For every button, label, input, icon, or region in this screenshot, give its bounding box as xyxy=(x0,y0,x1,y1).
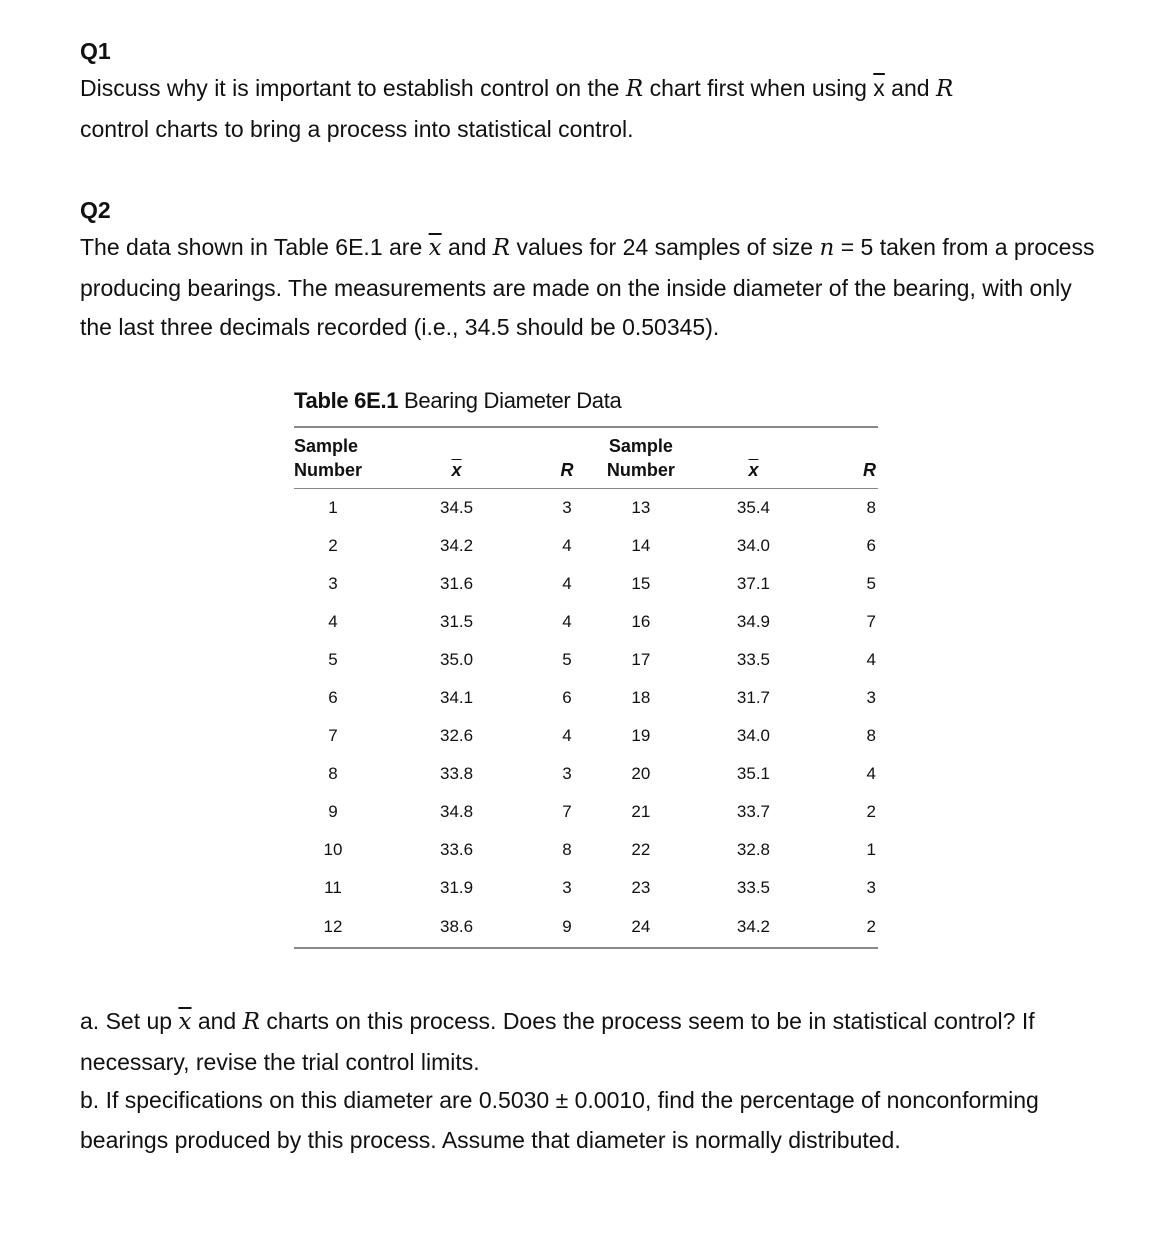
q2-text-part: The data shown in Table 6E.1 are xyxy=(80,234,429,260)
cell-r-value-2: 2 xyxy=(866,802,876,821)
q1-text-part: control charts to bring a process into statistical control. xyxy=(80,115,634,142)
table-row xyxy=(294,603,878,641)
cell-sample-number-2: 17 xyxy=(631,650,651,669)
q1-text-part: Discuss why it is important to establish control on the xyxy=(80,75,626,101)
header-text: Number xyxy=(606,460,675,480)
table-row xyxy=(294,869,878,907)
cell-xbar-value: 34.8 xyxy=(440,802,474,821)
cell-xbar-value: 33.8 xyxy=(440,764,474,783)
cell-xbar-value: 31.6 xyxy=(440,574,474,593)
cell-sample-number: 4 xyxy=(328,612,338,631)
q2-text-part: = 5 taken from a process producing bearings. The measurements are made on the inside diameter of the bearing, with only the last three decimals recorded (i.e., 34.5 should be 0.50345). xyxy=(80,234,1095,340)
cell-xbar-value-2: 33.7 xyxy=(736,802,771,821)
cell-sample-number-2: 21 xyxy=(631,802,651,821)
cell-xbar-value-2: 34.2 xyxy=(689,907,818,948)
header-text: Sample xyxy=(608,436,673,456)
cell-r-value: 6 xyxy=(562,688,572,707)
q2-text xyxy=(80,228,1100,348)
q1-text xyxy=(80,69,1100,149)
cell-sample-number: 8 xyxy=(328,764,338,783)
cell-r-value-2: 3 xyxy=(866,878,876,897)
var-r: R xyxy=(625,76,644,102)
cell-r-value: 8 xyxy=(562,840,572,859)
cell-r-value: 4 xyxy=(562,612,572,631)
cell-xbar-value: 34.5 xyxy=(440,498,474,517)
cell-sample-number: 3 xyxy=(328,574,338,593)
var-n: n xyxy=(819,235,835,261)
header-text: R xyxy=(863,460,876,480)
header-text: Sample xyxy=(294,436,359,456)
header-sample-number-2 xyxy=(593,427,689,489)
cell-xbar-value-2: 33.5 xyxy=(736,878,771,897)
table-row xyxy=(294,717,878,755)
q2-title: Q2 xyxy=(80,197,111,223)
part-a-text-part: charts on this process. Does the process seem to be in statistical control? If necessary, revise the trial control limits. xyxy=(80,1008,1035,1075)
header-xbar xyxy=(372,427,541,489)
cell-sample-number-2: 22 xyxy=(631,840,651,859)
var-r: R xyxy=(242,1009,260,1035)
table-caption-label: Table 6E.1 xyxy=(294,388,399,413)
cell-sample-number-2: 24 xyxy=(593,907,689,948)
cell-xbar-value: 38.6 xyxy=(372,907,541,948)
table-row xyxy=(294,565,878,603)
q2-text-part: and xyxy=(441,234,493,260)
cell-xbar-value-2: 35.4 xyxy=(736,498,771,517)
cell-r-value: 4 xyxy=(562,574,572,593)
bearing-diameter-table xyxy=(294,426,878,949)
cell-sample-number: 9 xyxy=(328,802,338,821)
var-r: R xyxy=(492,235,511,261)
var-xbar: $\overline{x}$ xyxy=(873,75,885,101)
cell-r-value-2: 4 xyxy=(866,650,876,669)
cell-xbar-value-2: 34.9 xyxy=(736,612,771,631)
var-r: R xyxy=(935,76,954,102)
cell-sample-number: 6 xyxy=(328,688,338,707)
header-text: R xyxy=(560,460,574,480)
table-row xyxy=(294,527,878,565)
cell-xbar-value: 35.0 xyxy=(440,650,474,669)
q1-text-part: and xyxy=(884,75,936,101)
cell-r-value-2: 3 xyxy=(866,688,876,707)
header-sample-number xyxy=(294,427,372,489)
cell-sample-number: 2 xyxy=(328,536,338,555)
q2-text-part: values for 24 samples of size xyxy=(510,234,820,260)
header-text: $\overline{x}$ xyxy=(748,460,759,480)
cell-sample-number: 5 xyxy=(328,650,338,669)
cell-sample-number-2: 18 xyxy=(631,688,651,707)
cell-sample-number: 1 xyxy=(328,498,338,517)
cell-r-value: 9 xyxy=(541,907,593,948)
table-row xyxy=(294,641,878,679)
cell-r-value-2: 6 xyxy=(866,536,876,555)
table-caption xyxy=(294,388,878,414)
cell-r-value: 5 xyxy=(562,650,572,669)
cell-r-value-2: 8 xyxy=(866,498,876,517)
cell-sample-number-2: 20 xyxy=(631,764,651,783)
table-row xyxy=(294,831,878,869)
cell-xbar-value: 33.6 xyxy=(440,840,474,859)
header-r-2 xyxy=(818,427,878,489)
cell-sample-number-2: 13 xyxy=(631,498,651,517)
part-b-text: b. If specifications on this diameter are 0.5030 ± 0.0010, find the percentage of nonconforming bearings produced by this process. Assume that diameter is normally distributed. xyxy=(80,1087,1039,1153)
cell-r-value-2: 2 xyxy=(818,907,878,948)
var-xbar: $\overline{x}$ xyxy=(178,1009,192,1035)
cell-xbar-value: 32.6 xyxy=(440,726,474,745)
cell-r-value-2: 1 xyxy=(866,840,876,859)
cell-xbar-value-2: 34.0 xyxy=(736,726,771,745)
header-r xyxy=(541,427,593,489)
cell-sample-number: 7 xyxy=(328,726,338,745)
table-header-row xyxy=(294,427,878,489)
table-row xyxy=(294,793,878,831)
header-text: Number xyxy=(294,460,363,480)
cell-sample-number-2: 14 xyxy=(631,536,651,555)
table-row xyxy=(294,489,878,528)
table-row xyxy=(294,907,878,948)
cell-sample-number: 10 xyxy=(323,840,343,859)
cell-sample-number: 11 xyxy=(324,878,342,897)
cell-r-value: 7 xyxy=(562,802,572,821)
part-a-text-part: and xyxy=(191,1008,243,1034)
table-row xyxy=(294,755,878,793)
table-row xyxy=(294,679,878,717)
cell-sample-number-2: 23 xyxy=(631,878,651,897)
cell-xbar-value: 31.5 xyxy=(440,612,474,631)
cell-r-value-2: 8 xyxy=(866,726,876,745)
cell-xbar-value-2: 37.1 xyxy=(736,574,771,593)
var-xbar: $\overline{x}$ xyxy=(428,235,442,261)
cell-sample-number-2: 16 xyxy=(631,612,651,631)
cell-xbar-value: 31.9 xyxy=(440,878,474,897)
cell-r-value-2: 5 xyxy=(866,574,876,593)
part-a-text-part: a. Set up xyxy=(80,1008,179,1034)
cell-sample-number-2: 15 xyxy=(631,574,651,593)
cell-sample-number-2: 19 xyxy=(631,726,651,745)
cell-r-value-2: 7 xyxy=(866,612,876,631)
cell-r-value: 4 xyxy=(562,536,572,555)
cell-xbar-value-2: 33.5 xyxy=(736,650,771,669)
q1-title: Q1 xyxy=(80,38,111,64)
part-a-text xyxy=(80,1002,1100,1082)
bearing-table-container xyxy=(294,388,878,949)
cell-xbar-value-2: 31.7 xyxy=(736,688,771,707)
cell-r-value: 3 xyxy=(562,878,572,897)
cell-xbar-value-2: 34.0 xyxy=(736,536,771,555)
header-text: $\overline{x}$ xyxy=(451,460,462,480)
table-caption-text: Bearing Diameter Data xyxy=(404,388,622,413)
cell-xbar-value: 34.2 xyxy=(440,536,474,555)
header-xbar-2 xyxy=(689,427,818,489)
cell-xbar-value: 34.1 xyxy=(440,688,474,707)
cell-r-value: 3 xyxy=(562,764,572,783)
q1-text-part: chart first when using xyxy=(643,75,874,101)
cell-r-value: 3 xyxy=(562,498,572,517)
cell-r-value: 4 xyxy=(562,726,572,745)
cell-xbar-value-2: 35.1 xyxy=(736,764,771,783)
cell-r-value-2: 4 xyxy=(866,764,876,783)
cell-sample-number: 12 xyxy=(294,907,372,948)
cell-xbar-value-2: 32.8 xyxy=(736,840,771,859)
